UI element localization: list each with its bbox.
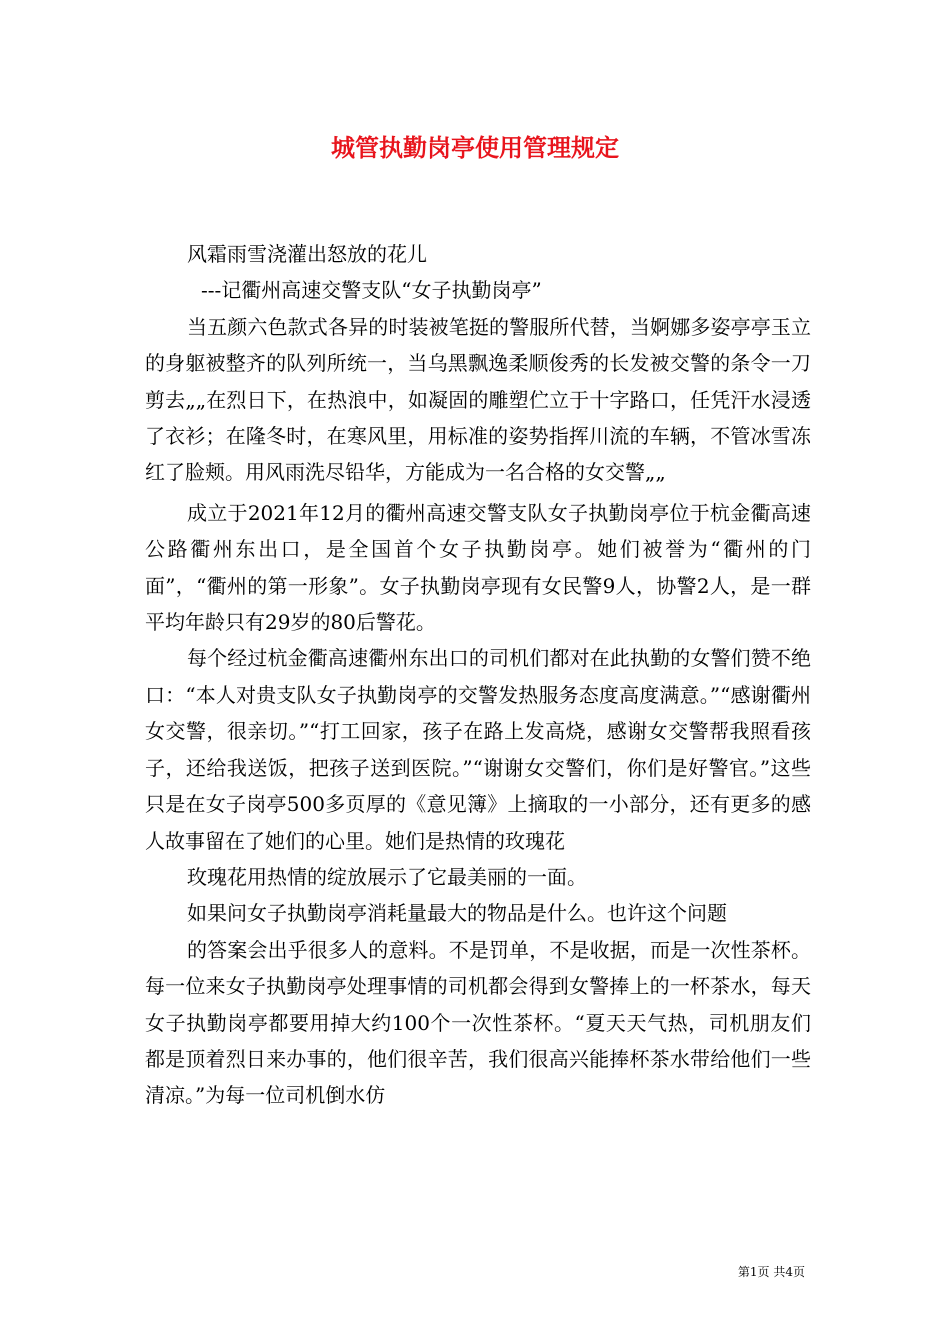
document-body [145, 236, 811, 1114]
body-paragraph: 的答案会出乎很多人的意料。不是罚单，不是收据，而是一次性茶杯。每一位来女子执勤岗亭处理事情的司机都会得到女警捧上的一杯茶水，每天女子执勤岗亭都要用掉大约100个一次性茶杯。“夏天天气热，司机朋友们都是顶着烈日来办事的，他们很辛苦，我们很高兴能捧杯茶水带给他们一些清凉。”为每一位司机倒水仿 [145, 937, 811, 1108]
page-number-footer: 第1页 共4页 [737, 1265, 805, 1279]
body-paragraph: 每个经过杭金衢高速衢州东出口的司机们都对在此执勤的女警们赞不绝口：“本人对贵支队女子执勤岗亭的交警发热服务态度高度满意。”“感谢衢州女交警，很亲切。”“打工回家，孩子在路上发高烧，感谢女交警帮我照看孩子，还给我送饭，把孩子送到医院。”“谢谢女交警们，你们是好警官。”这些只是在女子岗亭500多页厚的《意见簿》上摘取的一小部分，还有更多的感人故事留在了她们的心里。她们是热情的玫瑰花 [145, 646, 811, 853]
page-title: 城管执勤岗亭使用管理规定 [331, 133, 619, 162]
article-heading: 风霜雨雪浇灌出怒放的花儿 [187, 242, 427, 266]
body-paragraph: 当五颜六色款式各异的时装被笔挺的警服所代替，当婀娜多姿亭亭玉立的身躯被整齐的队列所统一，当乌黑飘逸柔顺俊秀的长发被交警的条令一刀剪去„„在烈日下，在热浪中，如凝固的雕塑伫立于十字路口，任凭汗水浸透了衣衫；在隆冬时，在寒风里，用标准的姿势指挥川流的车辆，不管冰雪冻红了脸颊。用风雨洗尽铅华，方能成为一名合格的女交警„„ [145, 314, 811, 485]
body-paragraph: 成立于2021年12月的衢州高速交警支队女子执勤岗亭位于杭金衢高速公路衢州东出口，是全国首个女子执勤岗亭。她们被誉为“衢州的门面”，“衢州的第一形象”。女子执勤岗亭现有女民警9人，协警2人，是一群平均年龄只有29岁的80后警花。 [145, 500, 811, 635]
body-paragraph: 如果问女子执勤岗亭消耗量最大的物品是什么。也许这个问题 [187, 901, 727, 926]
article-subheading: ---记衢州高速交警支队“女子执勤岗亭” [201, 278, 542, 303]
body-paragraph: 玫瑰花用热情的绽放展示了它最美丽的一面。 [187, 864, 587, 889]
